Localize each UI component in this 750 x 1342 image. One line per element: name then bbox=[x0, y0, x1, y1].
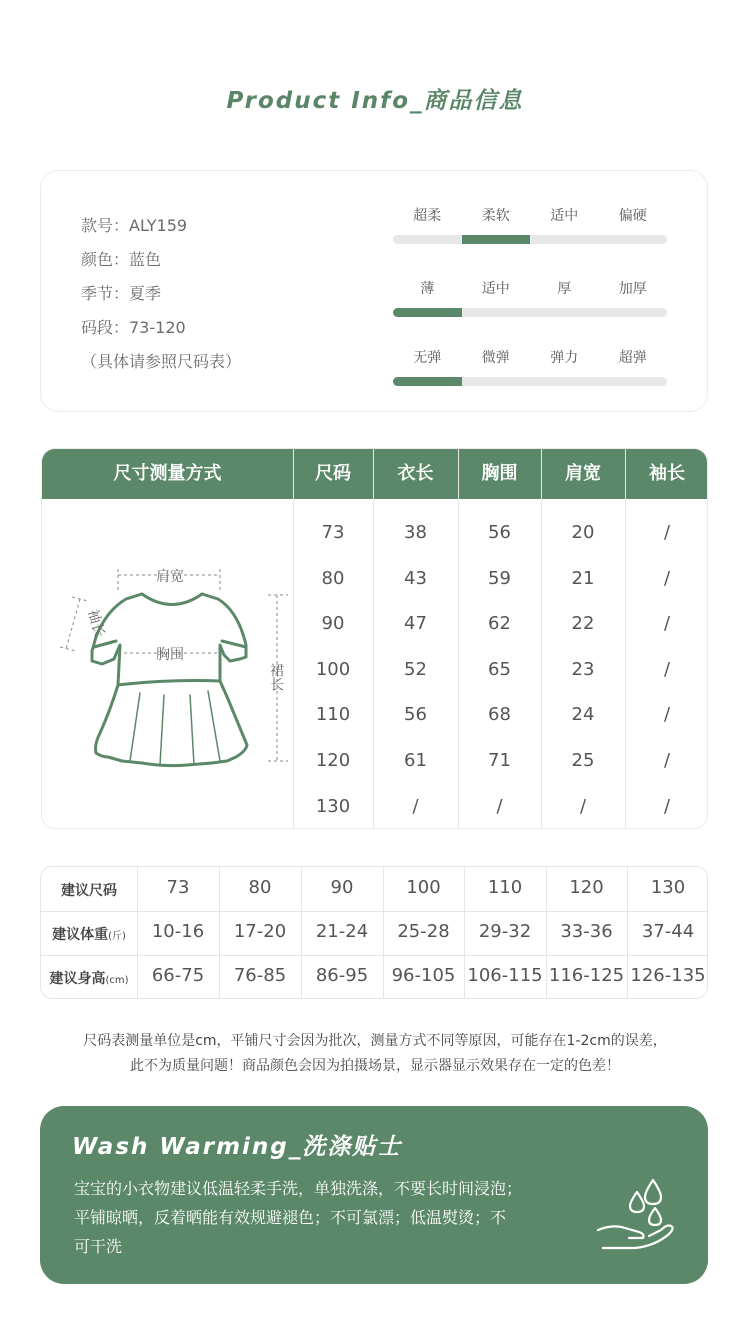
header-measure-method: 尺寸测量方式 bbox=[113, 463, 222, 484]
size-cell-shoulder: 24 bbox=[571, 704, 595, 726]
diagram-sleeve-label: 袖长 bbox=[84, 607, 108, 640]
meter-label: 弹力 bbox=[550, 350, 579, 366]
meter-indicator bbox=[462, 235, 531, 244]
row-divider bbox=[41, 911, 708, 912]
diagram-shoulder-label: 肩宽 bbox=[156, 569, 184, 585]
size-cell-size: 80 bbox=[321, 567, 345, 589]
meter-indicator bbox=[393, 308, 462, 317]
style-number: 款号：ALY159 bbox=[81, 216, 188, 235]
color-attribute: 颜色：蓝色 bbox=[81, 250, 162, 269]
size-cell-length: 43 bbox=[404, 567, 427, 589]
recommend-height-cell: 96-105 bbox=[391, 965, 456, 986]
recommend-size-cell: 80 bbox=[248, 877, 272, 898]
size-cell-chest: / bbox=[496, 795, 503, 817]
header-shoulder: 肩宽 bbox=[565, 463, 601, 484]
recommend-size-header bbox=[41, 880, 137, 900]
recommend-size-header-label: 建议尺码 bbox=[61, 883, 117, 899]
elasticity-meter bbox=[393, 347, 667, 386]
recommend-height-cell: 66-75 bbox=[151, 965, 205, 986]
recommend-height-cell: 126-135 bbox=[630, 965, 706, 986]
header-length: 衣长 bbox=[397, 463, 434, 484]
wash-tips-line: 可干洗 bbox=[74, 1237, 123, 1256]
recommend-weight-cell: 17-20 bbox=[233, 921, 287, 942]
recommend-weight-header-label: 建议体重 bbox=[52, 927, 109, 943]
recommend-height-header bbox=[41, 968, 137, 988]
header-sleeve: 袖长 bbox=[649, 463, 685, 484]
size-chart-hint: （具体请参照尺码表） bbox=[81, 352, 242, 371]
size-cell-sleeve: / bbox=[663, 795, 671, 817]
size-cell-size: 130 bbox=[315, 795, 351, 817]
column-divider bbox=[625, 449, 626, 829]
column-divider bbox=[293, 449, 294, 829]
size-cell-length: 56 bbox=[404, 704, 427, 726]
recommend-height-cell: 76-85 bbox=[233, 965, 287, 986]
meter-label: 微弹 bbox=[481, 350, 510, 366]
size-cell-length: 47 bbox=[404, 613, 427, 635]
product-info-card bbox=[40, 170, 708, 412]
wash-tips-title: Wash Warming_洗涤贴士 bbox=[72, 1134, 403, 1160]
recommend-height-cell: 106-115 bbox=[467, 965, 543, 986]
size-cell-shoulder: 23 bbox=[571, 658, 595, 680]
meter-label: 厚 bbox=[557, 281, 572, 297]
size-cell-chest: 59 bbox=[488, 567, 511, 589]
size-cell-chest: 56 bbox=[488, 522, 511, 543]
diagram-length-label: 裙长 bbox=[268, 663, 284, 691]
size-cell-sleeve: / bbox=[663, 658, 671, 680]
size-cell-size: 73 bbox=[321, 522, 345, 543]
column-divider bbox=[458, 449, 459, 829]
size-cell-shoulder: 22 bbox=[571, 613, 595, 635]
size-cell-length: 52 bbox=[404, 658, 427, 680]
meter-track bbox=[393, 377, 667, 386]
recommend-weight-cell: 29-32 bbox=[478, 921, 532, 942]
size-table bbox=[41, 448, 708, 829]
wash-tips-text bbox=[74, 1174, 574, 1261]
size-cell-size: 110 bbox=[315, 704, 351, 726]
season-attribute: 季节：夏季 bbox=[81, 284, 162, 303]
diagram-chest-label: 胸围 bbox=[156, 647, 184, 663]
softness-meter bbox=[393, 205, 667, 244]
meter-label: 超柔 bbox=[413, 208, 442, 224]
meter-label: 适中 bbox=[550, 208, 579, 224]
meter-label: 柔软 bbox=[481, 208, 510, 224]
size-cell-shoulder: / bbox=[579, 795, 587, 817]
size-cell-size: 90 bbox=[321, 613, 345, 635]
size-cell-chest: 71 bbox=[488, 750, 511, 771]
hand-water-drops-icon bbox=[595, 1174, 679, 1258]
size-table-header bbox=[42, 449, 708, 499]
meter-label: 适中 bbox=[481, 281, 510, 297]
page-title: Product Info_商品信息 bbox=[226, 88, 524, 114]
row-divider bbox=[41, 955, 708, 956]
recommend-size-cell: 73 bbox=[166, 877, 190, 898]
meter-track bbox=[393, 235, 667, 244]
recommend-height-header-unit: (cm) bbox=[105, 975, 129, 986]
meter-label: 薄 bbox=[420, 281, 435, 297]
measurement-note-line-1: 尺码表测量单位是cm，平铺尺寸会因为批次，测量方式不同等原因，可能存在1-2cm的误差， bbox=[83, 1033, 667, 1049]
size-cell-size: 100 bbox=[315, 658, 351, 680]
meter-indicator bbox=[393, 377, 462, 386]
recommend-size-cell: 110 bbox=[487, 877, 523, 898]
size-cell-shoulder: 21 bbox=[571, 567, 595, 589]
meter-label: 超弹 bbox=[618, 350, 647, 366]
size-cell-shoulder: 20 bbox=[571, 522, 595, 543]
recommend-weight-cell: 33-36 bbox=[560, 921, 613, 942]
recommend-weight-header-unit: (斤) bbox=[108, 931, 126, 942]
recommend-weight-cell: 37-44 bbox=[641, 921, 695, 942]
size-cell-sleeve: / bbox=[663, 567, 671, 589]
recommend-weight-cell: 25-28 bbox=[397, 921, 450, 942]
size-range-attribute: 码段：73-120 bbox=[81, 318, 186, 337]
size-cell-shoulder: 25 bbox=[571, 750, 595, 771]
recommend-size-cell: 100 bbox=[406, 877, 441, 898]
size-cell-length: 61 bbox=[404, 750, 427, 771]
thickness-meter bbox=[393, 278, 667, 317]
recommend-height-cell: 86-95 bbox=[315, 965, 369, 986]
meter-label: 偏硬 bbox=[618, 208, 647, 224]
recommend-weight-cell: 21-24 bbox=[315, 921, 369, 942]
wash-tips-line: 平铺晾晒，反着晒能有效规避褪色；不可氯漂；低温熨烫；不 bbox=[74, 1208, 507, 1227]
header-size: 尺码 bbox=[315, 463, 351, 484]
size-cell-chest: 68 bbox=[488, 704, 511, 726]
measurement-note-line-2: 此不为质量问题！商品颜色会因为拍摄场景，显示器显示效果存在一定的色差！ bbox=[130, 1058, 620, 1074]
size-cell-sleeve: / bbox=[663, 704, 671, 726]
size-cell-length: / bbox=[412, 795, 419, 817]
meter-track bbox=[393, 308, 667, 317]
recommend-height-header-label: 建议身高 bbox=[49, 971, 106, 987]
recommended-size-table bbox=[40, 866, 708, 999]
recommend-size-cell: 120 bbox=[569, 877, 604, 898]
wash-tips-card bbox=[40, 1106, 708, 1284]
product-attributes bbox=[81, 209, 241, 379]
meter-label: 加厚 bbox=[618, 281, 647, 297]
recommend-weight-cell: 10-16 bbox=[151, 921, 205, 942]
header-chest: 胸围 bbox=[481, 463, 518, 484]
wash-tips-line: 宝宝的小衣物建议低温轻柔手洗，单独洗涤，不要长时间浸泡； bbox=[74, 1179, 523, 1198]
column-divider bbox=[541, 449, 542, 829]
recommend-weight-header bbox=[41, 924, 137, 944]
recommend-height-cell: 116-125 bbox=[548, 965, 625, 986]
size-cell-sleeve: / bbox=[663, 750, 671, 771]
size-cell-sleeve: / bbox=[663, 613, 671, 635]
column-divider bbox=[373, 449, 374, 829]
size-cell-chest: 62 bbox=[488, 613, 511, 635]
dress-measurement-diagram bbox=[42, 499, 293, 829]
size-cell-chest: 65 bbox=[488, 658, 511, 680]
recommend-size-cell: 130 bbox=[650, 877, 686, 898]
recommend-size-cell: 90 bbox=[330, 877, 354, 898]
size-cell-size: 120 bbox=[315, 750, 351, 771]
meter-label: 无弹 bbox=[413, 350, 442, 366]
size-cell-length: 38 bbox=[404, 522, 427, 543]
size-cell-sleeve: / bbox=[663, 522, 671, 543]
